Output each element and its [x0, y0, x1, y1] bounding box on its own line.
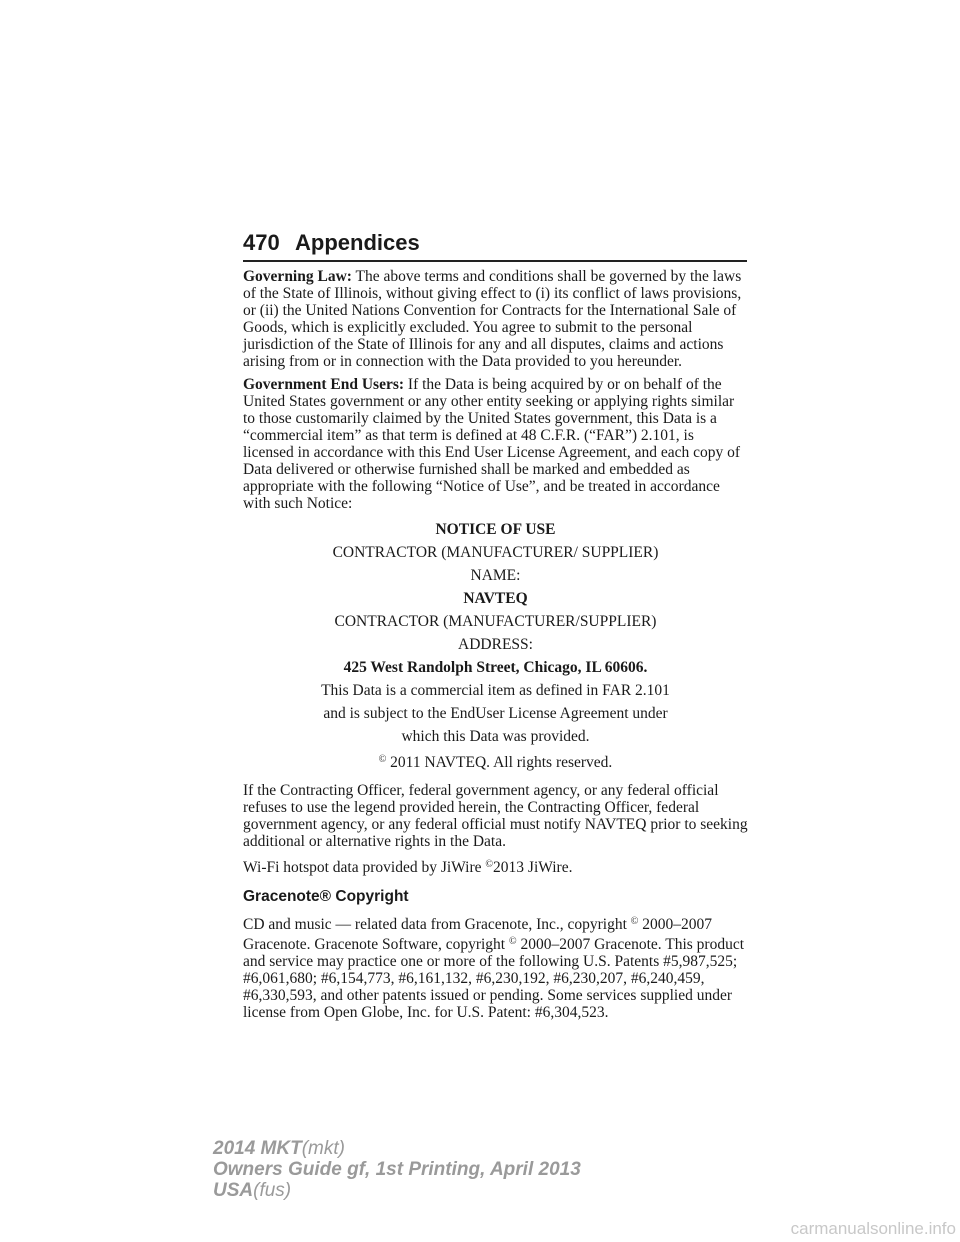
notice-name-value: NAVTEQ — [463, 590, 528, 607]
gracenote-copyright-symbol-1: © — [630, 916, 639, 927]
wifi-text: Wi-Fi hotspot data provided by JiWire — [243, 859, 486, 876]
notice-copyright-line — [243, 748, 748, 774]
footer-model: 2014 MKT — [213, 1138, 302, 1159]
gracenote-paragraph — [243, 913, 748, 1021]
notice-address-line1: CONTRACTOR (MANUFACTURER/SUPPLIER) — [334, 613, 657, 630]
government-end-users-text: If the Data is being acquired by or on behalf of the United States government or any other entity seeking or applying rights similar to those customarily claimed by the United States government, this Data is a “commercial item” as that term is defined at 48 C.F.R. (“FAR”) 2.101, is licensed in accordance with this End User License Agreement, and each copy of Data delivered or otherwise furnished shall be marked and embedded as appropriate with the following “Notice of Use”, and be treated in accordance with such Notice: — [243, 376, 741, 512]
page-number: 470 — [243, 230, 280, 255]
government-end-users-label: Government End Users: — [243, 376, 405, 393]
footer-line-3 — [213, 1180, 581, 1201]
notice-body-line2: and is subject to the EndUser License Agreement under — [323, 705, 668, 722]
footer-line-1 — [213, 1138, 581, 1159]
gracenote-part1: CD and music — related data from Gracenote, Inc., copyright — [243, 916, 631, 933]
wifi-year-text: 2013 JiWire. — [493, 859, 573, 876]
gracenote-copyright-symbol-2: © — [508, 936, 517, 947]
notice-body-line1: This Data is a commercial item as defined in FAR 2.101 — [321, 682, 670, 699]
wifi-paragraph — [243, 856, 748, 876]
footer-guide: Owners Guide gf, 1st Printing, April 2013 — [213, 1159, 581, 1180]
notice-copyright: 2011 NAVTEQ. All rights reserved. — [386, 754, 613, 771]
copyright-symbol: © — [378, 754, 387, 765]
contracting-officer-paragraph: If the Contracting Officer, federal government agency, or any federal official refuses to use the legend provided herein, the Contracting Officer, federal government agency, or any federal official must notify NAVTEQ prior to seeking additional or alternative rights in the Data. — [243, 782, 748, 850]
section-title: Appendices — [295, 230, 420, 255]
footer-region: USA — [213, 1180, 254, 1201]
governing-law-label: Governing Law: — [243, 268, 352, 285]
governing-law-text: The above terms and conditions shall be governed by the laws of the State of Illinois, without giving effect to (i) its conflict of laws provisions, or (ii) the United Nations Convention for Contracts for the International Sale of Goods, which is explicitly excluded. You agree to submit to the personal jurisdiction of the State of Illinois for any and all disputes, claims and actions arising from or in connection with the Data provided to you hereunder. — [243, 268, 742, 370]
notice-name-line1: CONTRACTOR (MANUFACTURER/ SUPPLIER) — [332, 544, 659, 561]
government-end-users-paragraph — [243, 376, 748, 512]
page-header — [243, 230, 747, 262]
notice-of-use — [243, 518, 748, 774]
notice-title: NOTICE OF USE — [435, 521, 556, 538]
print-footer — [213, 1138, 581, 1201]
footer-region-code: (fus) — [253, 1180, 292, 1201]
page-content — [243, 268, 748, 1027]
notice-address-line2: ADDRESS: — [458, 636, 533, 653]
gracenote-part2: 2000–2007 Gracenote. Gracenote Software, copyright — [243, 916, 713, 953]
gracenote-heading: Gracenote® Copyright — [243, 888, 409, 905]
watermark-link[interactable]: carmanualsonline.info — [790, 1219, 956, 1238]
notice-address-value: 425 West Randolph Street, Chicago, IL 60606. — [343, 659, 648, 676]
footer-model-code: (mkt) — [301, 1138, 345, 1159]
gracenote-part3: 2000–2007 Gracenote. This product and service may practice one or more of the following U.S. Patents #5,987,525; #6,061,680; #6,154,773, #6,161,132, #6,230,192, #6,230,207, #6,240,459, #6,330,593, and other patents issued or pending. Some services supplied under license from Open Globe, Inc. for U.S. Patent: #6,304,523. — [243, 936, 745, 1021]
footer-line-2 — [213, 1159, 581, 1180]
notice-name-line2: NAME: — [470, 567, 521, 584]
governing-law-paragraph — [243, 268, 748, 370]
notice-body-line3: which this Data was provided. — [401, 728, 590, 745]
wifi-copyright-symbol: © — [485, 859, 494, 870]
